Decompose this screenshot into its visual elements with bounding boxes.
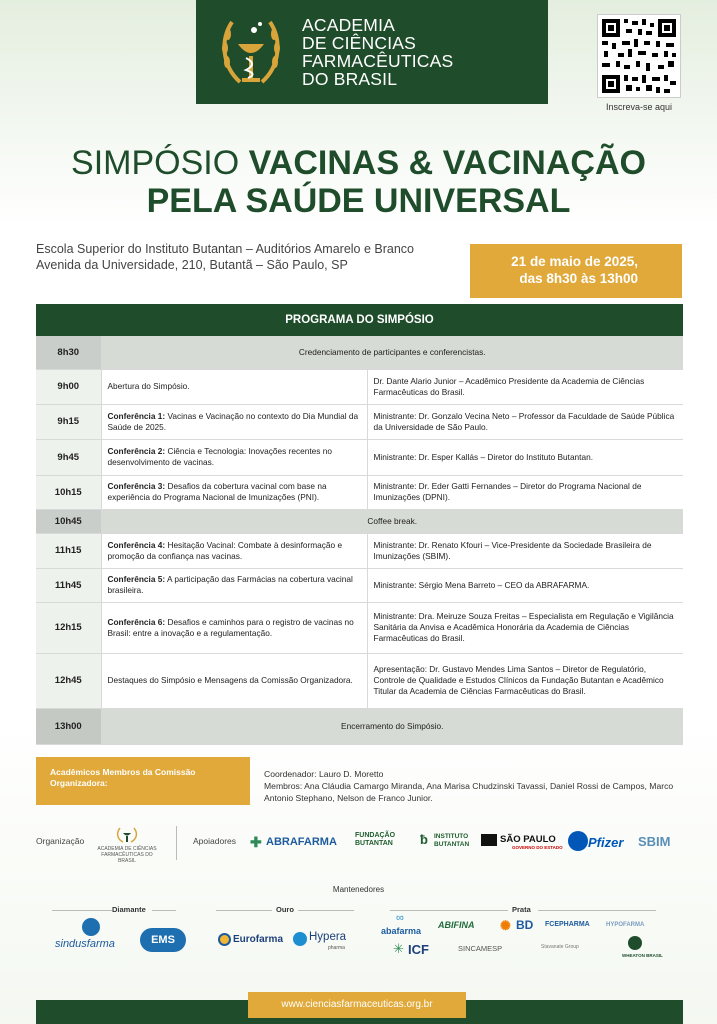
program-event: Coffee break. xyxy=(101,509,683,533)
tier-line xyxy=(152,910,176,911)
academy-line-1: ACADEMIA xyxy=(302,15,396,35)
conference-number: Conferência 2: xyxy=(107,446,166,456)
program-time: 8h30 xyxy=(36,336,101,369)
venue-line-1: Escola Superior do Instituto Butantan – Auditórios Amarelo e Branco xyxy=(36,242,415,256)
topic-text: Abertura do Simpósio. xyxy=(107,381,190,391)
topic-text: A participação das Farmácias na cobertura vacinal brasileira. xyxy=(107,574,353,595)
sp-subtitle: GOVERNO DO ESTADO xyxy=(512,845,563,850)
program-time: 9h15 xyxy=(36,404,101,439)
committee-members xyxy=(264,768,682,804)
program-speaker: Ministrante: Dra. Meiruze Souza Freitas – Especialista em Regulação e Vigilância Sanitária da Anvisa e Acadêmica Honorária da Academia de Ciências Farmacêuticas do Brasil. xyxy=(367,602,683,653)
program-row xyxy=(36,602,683,653)
tier-line xyxy=(538,910,656,911)
program-time: 9h00 xyxy=(36,369,101,404)
academy-line-2: DE CIÊNCIAS xyxy=(302,33,417,53)
maintainer-abifina: ABIFINA xyxy=(438,920,475,930)
tier-line xyxy=(52,910,112,911)
venue-info xyxy=(36,241,414,273)
abafarma-icon: ∞ xyxy=(396,912,404,924)
tier-line xyxy=(216,910,272,911)
program-topic xyxy=(101,602,367,653)
academy-small-logo-icon xyxy=(116,826,138,844)
conference-number: Conferência 5: xyxy=(107,574,166,584)
maintainer-fcepharma: FCEPHARMA xyxy=(545,921,590,928)
maintainer-eurofarma: Eurofarma xyxy=(233,934,284,945)
program-row xyxy=(36,439,683,475)
topic-text: Vacinas e Vacinação no contexto do Dia Mundial da Saúde de 2025. xyxy=(107,410,359,432)
registration-qr-code[interactable] xyxy=(597,14,681,98)
program-time: 11h15 xyxy=(36,533,101,568)
program-heading: PROGRAMA DO SIMPÓSIO xyxy=(36,304,683,336)
page-title xyxy=(0,144,717,220)
sp-flag-icon xyxy=(481,834,497,846)
tier-diamond: Diamante xyxy=(112,905,146,914)
tier-gold: Ouro xyxy=(276,905,294,914)
maintainers-label: Mantenedores xyxy=(332,885,385,894)
qr-code-icon xyxy=(598,15,680,97)
title-line-2: PELA SAÚDE UNIVERSAL xyxy=(146,182,571,220)
program-speaker: Ministrante: Dr. Renato Kfouri – Vice-Presidente da Sociedade Brasileira de Imunizações (SBIM). xyxy=(367,533,683,568)
program-speaker: Ministrante: Dr. Eder Gatti Fernandes – Diretor do Programa Nacional de Imunizações (DPNI). xyxy=(367,475,683,509)
eurofarma-icon xyxy=(218,933,231,946)
academy-line-4: DO BRASIL xyxy=(302,69,398,89)
tier-line xyxy=(298,910,354,911)
program-row xyxy=(36,653,683,708)
topic-text: Desafios e caminhos para o registro de vacinas no Brasil: entre a inovação e a regulamentação. xyxy=(107,616,354,638)
program-topic xyxy=(101,439,367,475)
topic-text: Destaques do Simpósio e Mensagens da Comissão Organizadora. xyxy=(107,675,353,685)
program-topic xyxy=(101,568,367,602)
butantan-mark-icon: ƀ xyxy=(420,832,428,847)
academy-line-3: FARMACÊUTICAS xyxy=(302,51,454,71)
date-box xyxy=(470,244,682,298)
supporter-sbim: SBIM xyxy=(638,834,671,849)
maintainer-ems: EMS xyxy=(140,928,186,952)
program-table xyxy=(36,336,683,745)
supporter-sao-paulo: SÃO PAULO xyxy=(500,834,556,845)
academy-logo xyxy=(196,0,300,104)
caduceus-laurel-icon xyxy=(218,12,284,92)
supporter-pfizer: Pfizer xyxy=(588,835,624,850)
icf-icon: ✳ xyxy=(393,941,404,956)
program-speaker: Dr. Dante Alario Junior – Acadêmico Presidente da Academia de Ciências Farmacêuticas do Brasil. xyxy=(367,369,683,404)
academy-header xyxy=(196,0,548,104)
title-line-1: VACINAS & VACINAÇÃO xyxy=(248,144,646,182)
program-row xyxy=(36,509,683,533)
pfizer-circle-icon xyxy=(568,831,588,851)
maintainer-sincamesp: SINCAMESP xyxy=(458,944,503,953)
supporter-abrafarma: ABRAFARMA xyxy=(266,836,337,848)
committee-label: Acadêmicos Membros da Comissão Organizadora: xyxy=(36,757,250,805)
program-time: 10h15 xyxy=(36,475,101,509)
topic-text: Hesitação Vacinal: Combate à desinformação e promoção da confiança nas vacinas. xyxy=(107,539,343,561)
maintainer-hypofarma: HYPOFARMA xyxy=(606,922,645,928)
topic-text: Desafios da cobertura vacinal com base na experiência do Programa Nacional de Imunizações (PNI). xyxy=(107,481,327,502)
committee-coordinator: Coordenador: Lauro D. Moretto xyxy=(264,769,384,779)
program-event: Credenciamento de participantes e conferencistas. xyxy=(101,336,683,369)
maintainer-hypera: Hypera xyxy=(309,931,347,943)
program-time: 11h45 xyxy=(36,568,101,602)
abrafarma-cross-icon: ✚ xyxy=(250,834,262,850)
date-line-2: das 8h30 às 13h00 xyxy=(519,271,638,286)
program-time: 12h15 xyxy=(36,602,101,653)
org-logo-text: ACADEMIA DE CIÊNCIAS FARMACÊUTICAS DO BRASIL xyxy=(97,846,157,864)
wheaton-icon xyxy=(628,936,642,950)
topic-text: Ciência e Tecnologia: Inovações recentes no desenvolvimento de vacinas. xyxy=(107,446,332,467)
academy-name xyxy=(302,16,453,88)
program-topic xyxy=(101,404,367,439)
program-topic xyxy=(101,653,367,708)
sindusfarma-icon xyxy=(82,918,100,936)
conference-number: Conferência 1: xyxy=(107,410,166,421)
maintainer-wheaton: WHEATON BRASIL xyxy=(622,953,663,958)
program-time: 12h45 xyxy=(36,653,101,708)
maintainer-icf: ICF xyxy=(408,942,429,957)
support-label: Apoiadores xyxy=(193,836,237,846)
program-row xyxy=(36,369,683,404)
program-time: 10h45 xyxy=(36,509,101,533)
program-speaker: Ministrante: Dr. Gonzalo Vecina Neto – Professor da Faculdade de Saúde Pública da Universidade de São Paulo. xyxy=(367,404,683,439)
tier-line xyxy=(390,910,508,911)
conference-number: Conferência 6: xyxy=(107,616,166,627)
maintainer-bd: BD xyxy=(516,918,534,932)
venue-line-2: Avenida da Universidade, 210, Butantã – São Paulo, SP xyxy=(36,258,348,272)
supporter-fundacao-butantan: FUNDAÇÃO BUTANTAN xyxy=(355,832,396,847)
maintainer-abafarma: abafarma xyxy=(381,926,422,936)
program-time: 13h00 xyxy=(36,708,101,744)
program-row xyxy=(36,475,683,509)
bd-sun-icon: ✺ xyxy=(500,918,511,933)
divider xyxy=(176,826,177,860)
hypera-icon xyxy=(293,932,307,946)
hypera-subtitle: pharma xyxy=(328,945,345,951)
program-time: 9h45 xyxy=(36,439,101,475)
supporter-instituto-butantan: INSTITUTO BUTANTAN xyxy=(434,833,470,848)
program-event: Encerramento do Simpósio. xyxy=(101,708,683,744)
maintainer-stavanate: Stavanate Group xyxy=(541,944,579,950)
program-topic xyxy=(101,533,367,568)
program-row xyxy=(36,404,683,439)
program-row xyxy=(36,336,683,369)
website-link[interactable]: www.cienciasfarmaceuticas.org.br xyxy=(248,992,466,1018)
program-speaker: Ministrante: Dr. Esper Kallás – Diretor do Instituto Butantan. xyxy=(367,439,683,475)
org-label: Organização xyxy=(36,836,85,846)
program-row xyxy=(36,708,683,744)
title-prefix: SIMPÓSIO xyxy=(71,144,240,182)
program-speaker: Ministrante: Sérgio Mena Barreto – CEO da ABRAFARMA. xyxy=(367,568,683,602)
conference-number: Conferência 3: xyxy=(107,481,166,491)
maintainer-sindusfarma: sindusfarma xyxy=(55,938,115,950)
conference-number: Conferência 4: xyxy=(107,539,166,550)
qr-label: Inscreva-se aqui xyxy=(605,102,673,112)
program-row xyxy=(36,568,683,602)
program-speaker: Apresentação: Dr. Gustavo Mendes Lima Santos – Diretor de Regulatório, Controle de Qualidade e Estudos Clínicos da Fundação Butantan e Acadêmico Titular da Academia de Ciências Farmacêuticas do Brasil. xyxy=(367,653,683,708)
tier-silver: Prata xyxy=(512,905,531,914)
committee-member-list: Membros: Ana Cláudia Camargo Miranda, Ana Marisa Chudzinski Tavassi, Daniel Rossi de Campos, Marco Antonio Stephano, Nelson de Franco Junior. xyxy=(264,781,674,803)
program-row xyxy=(36,533,683,568)
program-topic xyxy=(101,475,367,509)
date-line-1: 21 de maio de 2025, xyxy=(511,254,638,269)
program-topic xyxy=(101,369,367,404)
